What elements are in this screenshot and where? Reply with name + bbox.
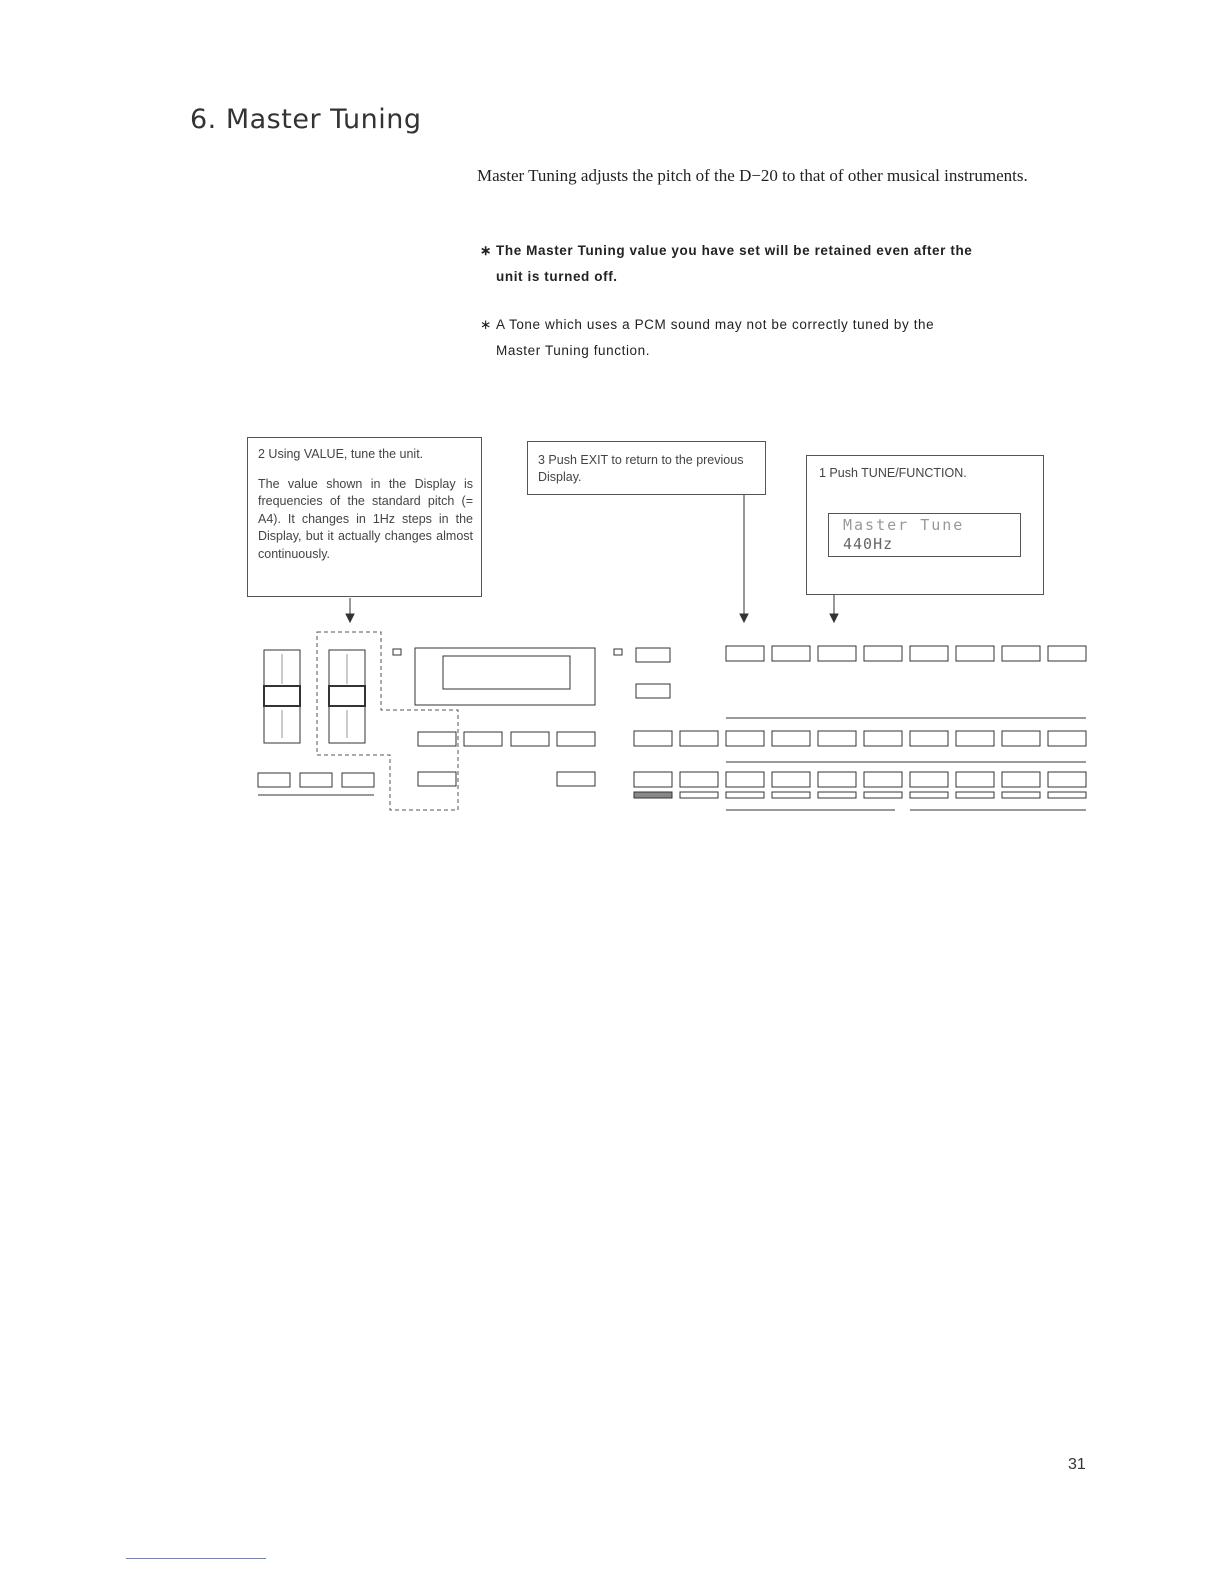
callout-step-2-body: The value shown in the Display is frequencies of the standard pitch (= A4). It changes in 1Hz steps in the Display, but it actually changes almost continuously. <box>258 476 473 561</box>
callout-step-3-text: 3 Push EXIT to return to the previous Display. <box>538 453 744 484</box>
display-line-1: Master Tune <box>843 516 965 534</box>
section-title: 6. Master Tuning <box>190 104 422 135</box>
callout-step-3 <box>527 441 766 495</box>
footer-rule <box>126 1558 266 1559</box>
asterisk-mark: ∗ <box>480 243 492 258</box>
callout-step-2-title: 2 Using VALUE, tune the unit. <box>258 447 424 461</box>
display-line-2: 440Hz <box>843 535 894 553</box>
page-number: 31 <box>1068 1456 1086 1473</box>
callout-step-1-text: 1 Push TUNE/FUNCTION. <box>819 466 967 480</box>
note-line: A Tone which uses a PCM sound may not be correctly tuned by the <box>496 317 935 332</box>
note-line: The Master Tuning value you have set will be retained even after the <box>496 243 973 258</box>
asterisk-mark: ∗ <box>480 317 492 332</box>
note-line: unit is turned off. <box>496 269 618 284</box>
intro-paragraph: Master Tuning adjusts the pitch of the D−20 to that of other musical instruments. <box>477 166 1028 185</box>
note-line: Master Tuning function. <box>496 343 651 358</box>
display-readout <box>828 513 1021 557</box>
callout-step-2 <box>247 437 482 597</box>
